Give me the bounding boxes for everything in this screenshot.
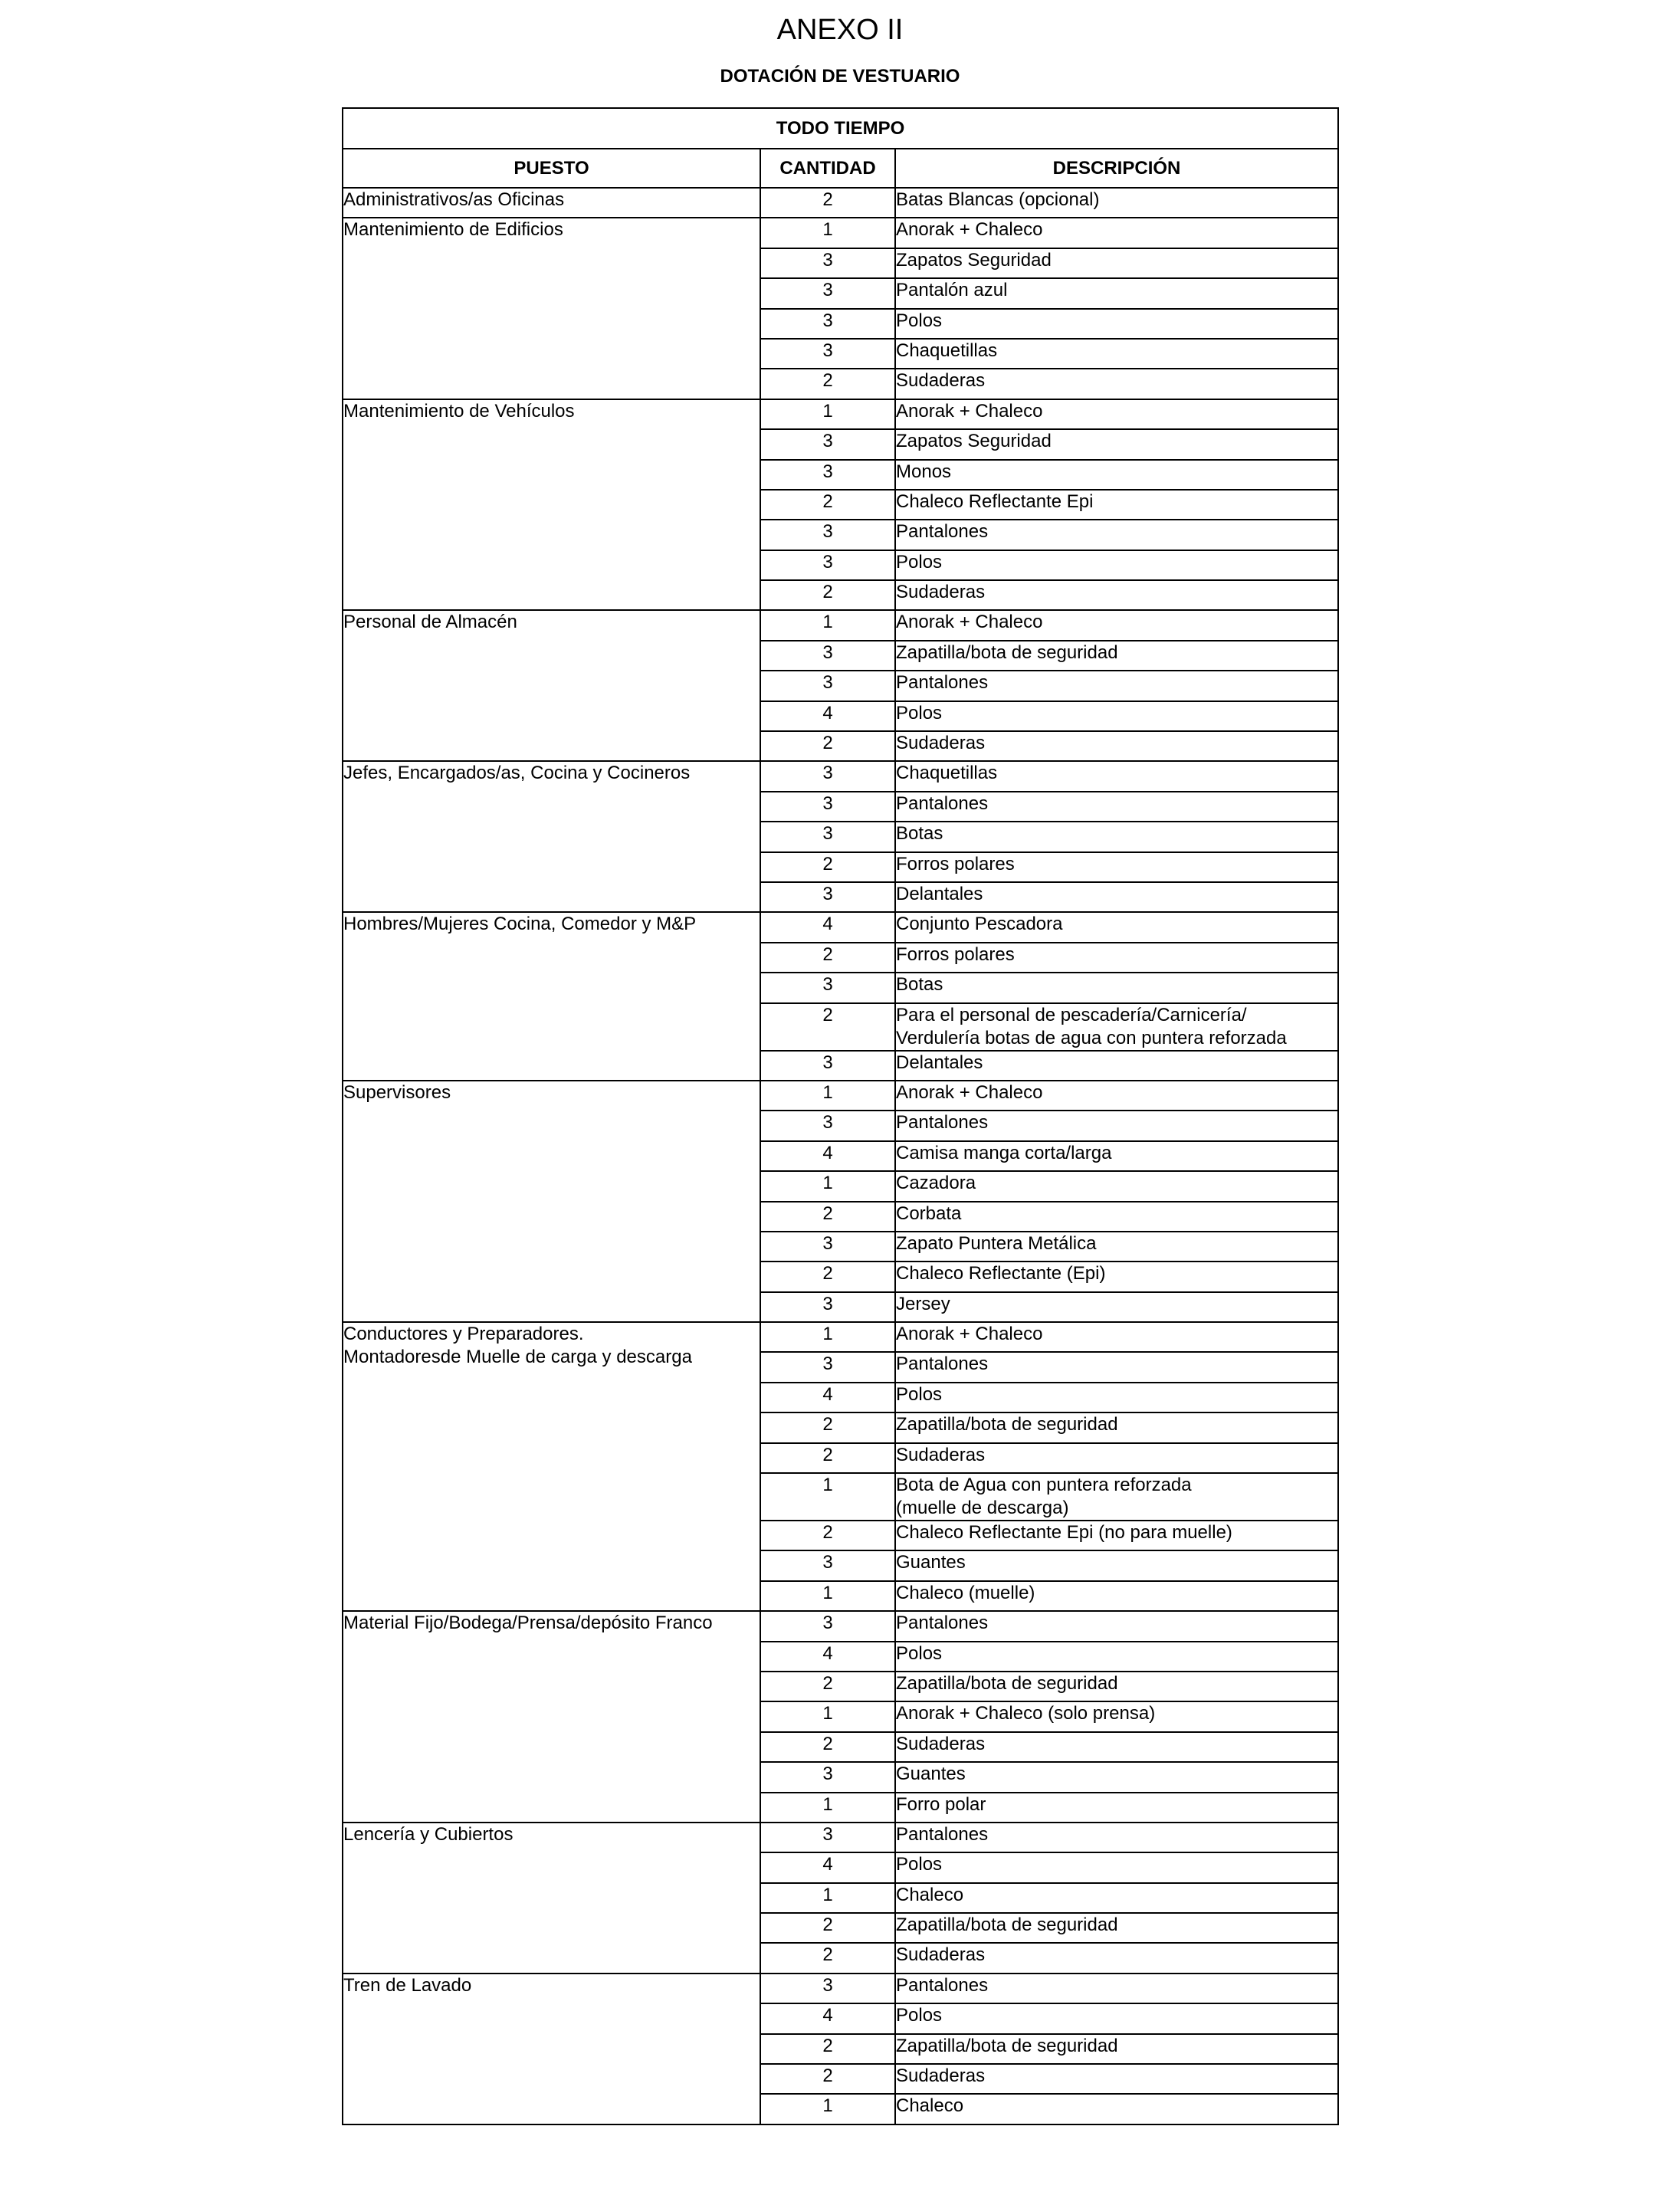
cantidad-cell: 3 (760, 1611, 895, 1641)
descripcion-cell (895, 731, 1338, 761)
descripcion-text: Para el personal de pescadería/Carnicería/ Verdulería botas de agua con puntera reforzada (896, 1004, 1287, 1048)
descripcion-cell (895, 309, 1338, 339)
descripcion-text: Botas (896, 823, 943, 845)
table-row (343, 610, 1338, 640)
descripcion-cell (895, 1443, 1338, 1473)
puesto-cell (343, 1974, 760, 2124)
descripcion-text: Jersey (896, 1293, 950, 1314)
puesto-label: Personal de Almacén (343, 612, 517, 633)
descripcion-cell (895, 1473, 1338, 1521)
descripcion-cell (895, 278, 1338, 308)
table-row (343, 1611, 1338, 1641)
descripcion-cell (895, 912, 1338, 942)
descripcion-text: Polos (896, 1854, 943, 1875)
descripcion-text: Chaleco Reflectante (Epi) (896, 1263, 1106, 1285)
descripcion-cell (895, 490, 1338, 520)
descripcion-cell (895, 1883, 1338, 1913)
puesto-cell (343, 610, 760, 761)
descripcion-text: Anorak + Chaleco (896, 400, 1043, 422)
descripcion-cell (895, 460, 1338, 490)
descripcion-cell (895, 1051, 1338, 1081)
descripcion-text: Polos (896, 1383, 943, 1405)
descripcion-cell (895, 1081, 1338, 1111)
cantidad-cell: 3 (760, 429, 895, 459)
descripcion-cell (895, 218, 1338, 248)
descripcion-text: Pantalones (896, 521, 989, 543)
cantidad-cell: 1 (760, 1581, 895, 1611)
descripcion-cell (895, 1732, 1338, 1762)
descripcion-cell (895, 610, 1338, 640)
descripcion-cell (895, 1322, 1338, 1352)
descripcion-cell (895, 2003, 1338, 2033)
cantidad-cell: 1 (760, 399, 895, 429)
descripcion-cell (895, 1550, 1338, 1580)
descripcion-text: Anorak + Chaleco (896, 1324, 1043, 1345)
cantidad-cell: 2 (760, 188, 895, 218)
cantidad-cell: 1 (760, 218, 895, 248)
descripcion-cell (895, 1412, 1338, 1442)
descripcion-cell (895, 1793, 1338, 1823)
descripcion-text: Pantalones (896, 1112, 989, 1134)
descripcion-text: Polos (896, 2005, 943, 2026)
descripcion-text: Delantales (896, 1052, 983, 1073)
descripcion-cell (895, 1762, 1338, 1792)
descripcion-text: Anorak + Chaleco (896, 1081, 1043, 1103)
descripcion-text: Polos (896, 1642, 943, 1664)
descripcion-text: Zapato Puntera Metálica (896, 1232, 1097, 1254)
cantidad-cell: 4 (760, 2003, 895, 2033)
table-row (343, 761, 1338, 791)
cantidad-cell: 2 (760, 490, 895, 520)
puesto-label: Material Fijo/Bodega/Prensa/depósito Franco (343, 1613, 713, 1634)
cantidad-cell: 3 (760, 1051, 895, 1081)
descripcion-text: Sudaderas (896, 1733, 986, 1754)
page-title: ANEXO II (776, 14, 904, 46)
descripcion-text: Chaleco (896, 1884, 964, 1905)
cantidad-cell: 2 (760, 1202, 895, 1232)
cantidad-cell: 2 (760, 1732, 895, 1762)
descripcion-text: Forros polares (896, 943, 1015, 965)
descripcion-cell (895, 1171, 1338, 1201)
cantidad-cell: 2 (760, 1412, 895, 1442)
cantidad-cell: 3 (760, 641, 895, 671)
descripcion-cell (895, 1823, 1338, 1852)
descripcion-text: Sudaderas (896, 2065, 986, 2087)
cantidad-cell: 1 (760, 1473, 895, 1521)
descripcion-text: Sudaderas (896, 1444, 986, 1465)
descripcion-cell (895, 369, 1338, 399)
puesto-label: Conductores y Preparadores. Montadoresde Muelle de carga y descarga (343, 1324, 692, 1368)
descripcion-cell (895, 399, 1338, 429)
cantidad-cell: 3 (760, 248, 895, 278)
descripcion-cell (895, 1232, 1338, 1262)
cantidad-cell: 2 (760, 1913, 895, 1943)
puesto-cell (343, 218, 760, 399)
descripcion-text: Monos (896, 461, 952, 482)
table-row (343, 1823, 1338, 1852)
descripcion-text: Forro polar (896, 1793, 986, 1815)
puesto-label: Jefes, Encargados/as, Cocina y Cocineros (343, 763, 691, 784)
cantidad-cell: 2 (760, 731, 895, 761)
cantidad-cell: 1 (760, 1322, 895, 1352)
descripcion-cell (895, 1913, 1338, 1943)
puesto-cell (343, 1823, 760, 1974)
descripcion-cell (895, 1003, 1338, 1051)
descripcion-cell (895, 1974, 1338, 2003)
table-row (343, 399, 1338, 429)
cantidad-cell: 2 (760, 1262, 895, 1291)
descripcion-cell (895, 1383, 1338, 1412)
descripcion-text: Pantalones (896, 792, 989, 814)
descripcion-text: Zapatilla/bota de seguridad (896, 1414, 1118, 1435)
cantidad-cell: 1 (760, 1701, 895, 1731)
descripcion-cell (895, 1642, 1338, 1672)
cantidad-cell: 4 (760, 1852, 895, 1882)
descripcion-text: Corbata (896, 1202, 962, 1224)
cantidad-cell: 3 (760, 460, 895, 490)
descripcion-text: Zapatilla/bota de seguridad (896, 1914, 1118, 1936)
descripcion-text: Anorak + Chaleco (solo prensa) (896, 1703, 1156, 1724)
descripcion-cell (895, 550, 1338, 580)
descripcion-cell (895, 761, 1338, 791)
cantidad-cell: 3 (760, 1111, 895, 1140)
cantidad-cell: 2 (760, 1672, 895, 1701)
descripcion-text: Polos (896, 702, 943, 723)
descripcion-cell (895, 2034, 1338, 2064)
descripcion-text: Sudaderas (896, 582, 986, 603)
descripcion-text: Pantalón azul (896, 280, 1008, 301)
descripcion-text: Polos (896, 551, 943, 573)
descripcion-cell (895, 188, 1338, 218)
descripcion-cell (895, 1262, 1338, 1291)
descripcion-cell (895, 943, 1338, 973)
descripcion-text: Anorak + Chaleco (896, 612, 1043, 633)
descripcion-text: Sudaderas (896, 370, 986, 392)
descripcion-cell (895, 1202, 1338, 1232)
cantidad-cell: 4 (760, 912, 895, 942)
table-row (343, 1081, 1338, 1111)
uniform-table (342, 107, 1339, 2125)
descripcion-cell (895, 2094, 1338, 2124)
descripcion-cell (895, 1521, 1338, 1550)
cantidad-cell: 1 (760, 1793, 895, 1823)
descripcion-text: Pantalones (896, 1353, 989, 1375)
cantidad-cell: 2 (760, 852, 895, 882)
cantidad-cell: 3 (760, 973, 895, 1002)
descripcion-text: Sudaderas (896, 1944, 986, 1966)
cantidad-cell: 2 (760, 369, 895, 399)
cantidad-cell: 3 (760, 882, 895, 912)
descripcion-text: Bota de Agua con puntera reforzada (muelle de descarga) (896, 1475, 1192, 1519)
descripcion-cell (895, 1852, 1338, 1882)
descripcion-cell (895, 1292, 1338, 1322)
cantidad-cell: 2 (760, 1521, 895, 1550)
descripcion-cell (895, 792, 1338, 822)
descripcion-text: Conjunto Pescadora (896, 914, 1063, 935)
descripcion-text: Chaleco (896, 2095, 964, 2117)
page-subtitle: DOTACIÓN DE VESTUARIO (720, 66, 960, 87)
descripcion-cell (895, 429, 1338, 459)
descripcion-cell (895, 1672, 1338, 1701)
descripcion-text: Chaquetillas (896, 763, 998, 784)
table-body (343, 188, 1338, 2124)
descripcion-text: Zapatilla/bota de seguridad (896, 2035, 1118, 2056)
cantidad-cell: 3 (760, 1232, 895, 1262)
descripcion-text: Zapatilla/bota de seguridad (896, 1672, 1118, 1694)
cantidad-cell: 3 (760, 792, 895, 822)
cantidad-cell: 3 (760, 550, 895, 580)
puesto-cell (343, 1081, 760, 1322)
descripcion-cell (895, 671, 1338, 700)
descripcion-cell (895, 822, 1338, 851)
descripcion-text: Zapatos Seguridad (896, 431, 1052, 452)
descripcion-cell (895, 852, 1338, 882)
column-header-cantidad: CANTIDAD (760, 149, 895, 188)
cantidad-cell: 4 (760, 1141, 895, 1171)
descripcion-text: Guantes (896, 1764, 966, 1785)
puesto-label: Administrativos/as Oficinas (343, 189, 565, 210)
table-row (343, 218, 1338, 248)
descripcion-text: Chaquetillas (896, 340, 998, 361)
descripcion-text: Camisa manga corta/larga (896, 1142, 1112, 1163)
cantidad-cell: 4 (760, 1383, 895, 1412)
puesto-cell (343, 399, 760, 611)
cantidad-cell: 2 (760, 2064, 895, 2094)
cantidad-cell: 1 (760, 1883, 895, 1913)
table-row (343, 1974, 1338, 2003)
cantidad-cell: 3 (760, 1974, 895, 2003)
descripcion-text: Delantales (896, 883, 983, 904)
cantidad-cell: 3 (760, 671, 895, 700)
table-row (343, 912, 1338, 942)
descripcion-cell (895, 1611, 1338, 1641)
descripcion-text: Zapatilla/bota de seguridad (896, 641, 1118, 663)
puesto-cell (343, 188, 760, 218)
cantidad-cell: 3 (760, 278, 895, 308)
descripcion-cell (895, 701, 1338, 731)
cantidad-cell: 2 (760, 2034, 895, 2064)
cantidad-cell: 1 (760, 2094, 895, 2124)
table-row (343, 188, 1338, 218)
cantidad-cell: 3 (760, 761, 895, 791)
descripcion-text: Pantalones (896, 672, 989, 694)
descripcion-text: Pantalones (896, 1823, 989, 1845)
descripcion-text: Forros polares (896, 853, 1015, 874)
descripcion-cell (895, 1581, 1338, 1611)
descripcion-text: Pantalones (896, 1613, 989, 1634)
descripcion-text: Chaleco (muelle) (896, 1582, 1035, 1603)
descripcion-text: Guantes (896, 1552, 966, 1573)
cantidad-cell: 1 (760, 1081, 895, 1111)
cantidad-cell: 3 (760, 1292, 895, 1322)
puesto-cell (343, 1322, 760, 1611)
descripcion-cell (895, 248, 1338, 278)
descripcion-text: Chaleco Reflectante Epi (no para muelle) (896, 1522, 1232, 1544)
cantidad-cell: 3 (760, 1550, 895, 1580)
descripcion-text: Sudaderas (896, 733, 986, 754)
cantidad-cell: 1 (760, 610, 895, 640)
cantidad-cell: 4 (760, 701, 895, 731)
cantidad-cell: 3 (760, 822, 895, 851)
descripcion-cell (895, 1943, 1338, 1973)
descripcion-text: Chaleco Reflectante Epi (896, 491, 1094, 512)
descripcion-text: Batas Blancas (opcional) (896, 189, 1100, 210)
section-header-row (343, 108, 1338, 149)
puesto-label: Hombres/Mujeres Cocina, Comedor y M&P (343, 914, 697, 935)
descripcion-text: Pantalones (896, 1974, 989, 1996)
descripcion-cell (895, 1141, 1338, 1171)
cantidad-cell: 2 (760, 1003, 895, 1051)
descripcion-cell (895, 580, 1338, 610)
section-header: TODO TIEMPO (343, 108, 1338, 149)
descripcion-cell (895, 641, 1338, 671)
cantidad-cell: 3 (760, 339, 895, 369)
cantidad-cell: 2 (760, 943, 895, 973)
descripcion-cell (895, 520, 1338, 550)
puesto-label: Supervisores (343, 1081, 451, 1103)
puesto-cell (343, 1611, 760, 1823)
puesto-label: Tren de Lavado (343, 1974, 472, 1996)
cantidad-cell: 3 (760, 1823, 895, 1852)
cantidad-cell: 3 (760, 520, 895, 550)
puesto-label: Mantenimiento de Vehículos (343, 400, 575, 422)
cantidad-cell: 4 (760, 1642, 895, 1672)
cantidad-cell: 3 (760, 309, 895, 339)
descripcion-cell (895, 973, 1338, 1002)
descripcion-cell (895, 882, 1338, 912)
puesto-label: Lencería y Cubiertos (343, 1823, 514, 1845)
cantidad-cell: 3 (760, 1762, 895, 1792)
column-header-puesto: PUESTO (343, 149, 760, 188)
descripcion-text: Cazadora (896, 1173, 976, 1194)
descripcion-text: Zapatos Seguridad (896, 249, 1052, 271)
descripcion-text: Polos (896, 310, 943, 331)
cantidad-cell: 1 (760, 1171, 895, 1201)
column-header-descripcion: DESCRIPCIÓN (895, 149, 1338, 188)
puesto-cell (343, 912, 760, 1081)
cantidad-cell: 2 (760, 1443, 895, 1473)
cantidad-cell: 2 (760, 1943, 895, 1973)
descripcion-cell (895, 1352, 1338, 1382)
descripcion-cell (895, 2064, 1338, 2094)
table-row (343, 1322, 1338, 1352)
descripcion-cell (895, 339, 1338, 369)
cantidad-cell: 2 (760, 580, 895, 610)
descripcion-cell (895, 1701, 1338, 1731)
column-header-row (343, 149, 1338, 188)
descripcion-text: Anorak + Chaleco (896, 219, 1043, 241)
puesto-cell (343, 761, 760, 912)
descripcion-cell (895, 1111, 1338, 1140)
cantidad-cell: 3 (760, 1352, 895, 1382)
puesto-label: Mantenimiento de Edificios (343, 219, 563, 241)
descripcion-text: Botas (896, 974, 943, 996)
